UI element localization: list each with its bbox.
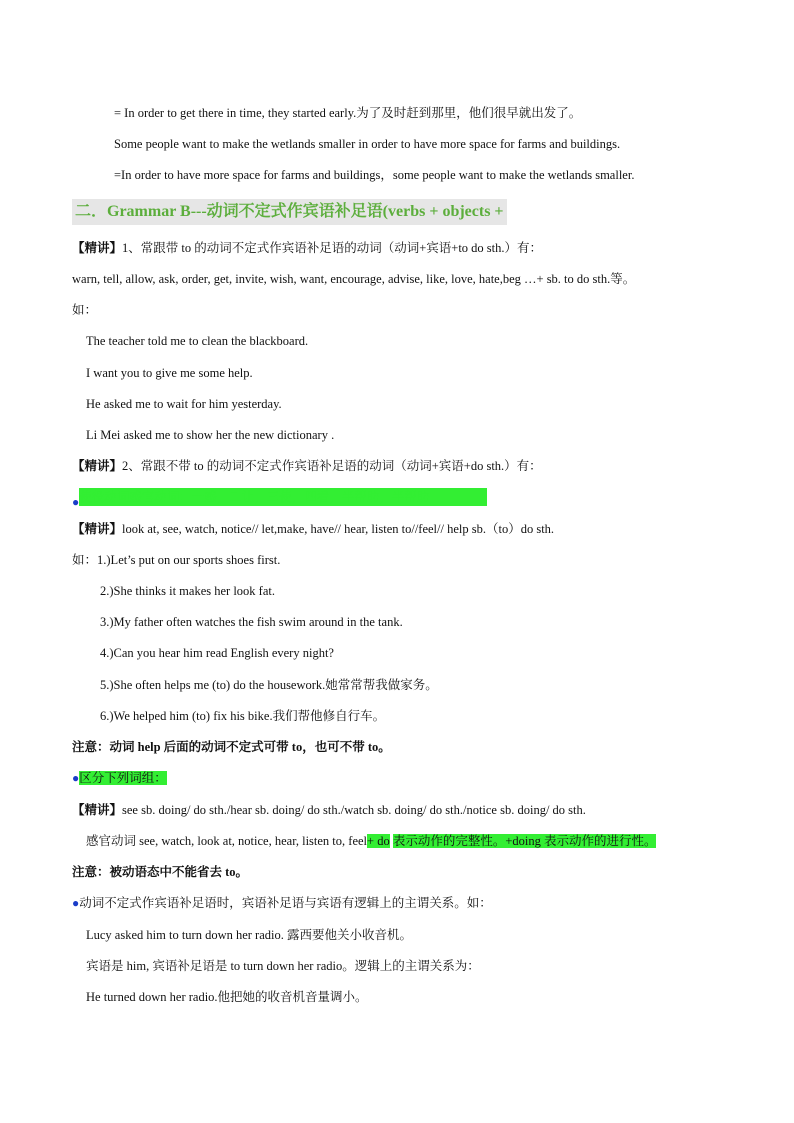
example-1: The teacher told me to clean the blackboard. (86, 334, 309, 348)
verb-list: warn, tell, allow, ask, order, get, invite, wish, want, encourage, advise, like, love, hate,beg …+ sb. to do sth.等。 (72, 272, 636, 286)
example-3: He asked me to wait for him yesterday. (86, 397, 282, 411)
example-intro: 如： (72, 303, 98, 317)
paragraph-text: see sb. doing/ do sth./hear sb. doing/ do sth./watch sb. doing/ do sth./notice sb. doing/ do sth. (122, 803, 586, 817)
paragraph-3 (72, 520, 554, 538)
example-2: 2.)She thinks it makes her look fat. (100, 584, 275, 598)
paragraph-text: 2、常跟不带 to 的动词不定式作宾语补足语的动词（动词+宾语+do sth.）有： (122, 459, 542, 473)
paragraph-text: 1、常跟带 to 的动词不定式作宾语补足语的动词（动词+宾语+to do sth.）有： (122, 241, 543, 255)
example-3: He turned down her radio.他把她的收音机音量调小。 (86, 990, 368, 1004)
example-2: 宾语是 him, 宾语补足语是 to turn down her radio。逻辑上的主谓关系为： (86, 959, 480, 973)
tag-label: 【精讲】 (72, 803, 123, 817)
paragraph-text: 动词不定式作宾语补足语时，宾语补足语与宾语有逻辑上的主谓关系。如： (79, 896, 492, 910)
intro-line-2: Some people want to make the wetlands smaller in order to have more space for farms and buildings. (114, 137, 621, 151)
sense-verbs-line (86, 832, 656, 850)
paragraph-text: look at, see, watch, notice// let,make, have// hear, listen to//feel// help sb.（to）do sth. (122, 522, 555, 536)
example-4: Li Mei asked me to show her the new dictionary . (86, 428, 335, 442)
note-passive: 注意：被动语态中不能省去 to。 (72, 865, 249, 879)
paragraph-5 (72, 894, 492, 912)
bullet-icon: ● (72, 495, 80, 509)
paragraph-1 (72, 239, 542, 257)
example-3: 3.)My father often watches the fish swim around in the tank. (100, 615, 403, 629)
plus-do-highlight: + do (367, 834, 390, 848)
tag-label: 【精讲】 (72, 459, 123, 473)
bullet-icon: ● (72, 896, 80, 910)
mnemonic-line (72, 488, 487, 511)
note-help: 注意：动词 help 后面的动词不定式可带 to，也可不带 to。 (72, 740, 391, 754)
bullet-icon: ● (72, 771, 80, 785)
section-heading: 二．Grammar B---动词不定式作宾语补足语(verbs + objects + (72, 199, 507, 225)
example-4: 4.)Can you hear him read English every night? (100, 646, 334, 660)
example-1: 1.)Let’s put on our sports shoes first. (97, 553, 281, 567)
example-intro (72, 551, 280, 569)
distinguish-highlight: 区分下列词组： (79, 771, 167, 785)
paragraph-2 (72, 457, 542, 475)
example-1: Lucy asked him to turn down her radio. 露西要他关小收音机。 (86, 928, 412, 942)
intro-line-1: = In order to get there in time, they started early.为了及时赶到那里，他们很早就出发了。 (114, 106, 582, 120)
sense-verbs-text: 感官动词 see, watch, look at, notice, hear, listen to, feel (86, 834, 368, 848)
example-6: 6.)We helped him (to) fix his bike.我们帮他修自行车。 (100, 709, 386, 723)
tag-label: 【精讲】 (72, 522, 123, 536)
ru-label: 如： (72, 553, 98, 567)
tag-label: 【精讲】 (72, 241, 123, 255)
aspect-highlight: 表示动作的完整性。+doing 表示动作的进行性。 (392, 834, 657, 848)
paragraph-4 (72, 801, 586, 819)
intro-line-3: =In order to have more space for farms and buildings，some people want to make the wetlands smaller. (114, 168, 635, 182)
distinguish-line (72, 769, 167, 787)
mnemonic-highlight: 使役动词感官动词：一感，二让，三使，四看，半帮助，半帮助 (79, 488, 487, 506)
example-2: I want you to give me some help. (86, 366, 253, 380)
example-5: 5.)She often helps me (to) do the housework.她常常帮我做家务。 (100, 678, 438, 692)
